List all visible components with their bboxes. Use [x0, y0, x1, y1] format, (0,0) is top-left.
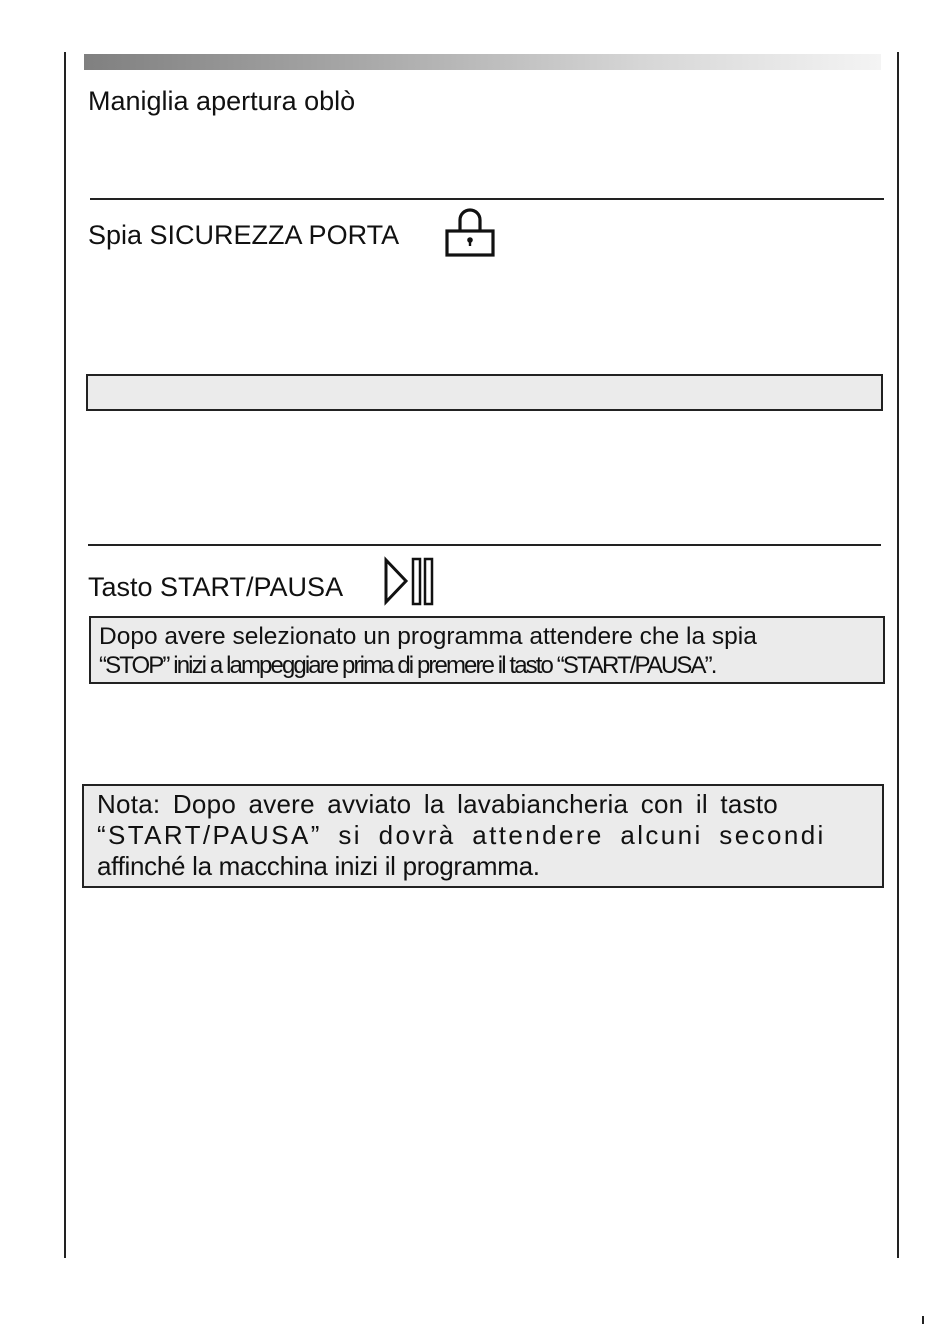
section-divider — [88, 544, 881, 546]
note-line: Dopo avere selezionato un programma attendere che la spia — [99, 623, 757, 650]
section-divider — [90, 198, 884, 200]
note-line: “START/PAUSA” si dovrà attendere alcuni secondi — [97, 820, 826, 850]
start-pause-note — [89, 616, 885, 684]
header-gradient-bar — [84, 54, 881, 70]
page-left-border — [64, 52, 66, 1258]
note-line: “STOP” inizi a lampeggiare prima di premere il tasto “START/PAUSA”. — [99, 652, 716, 679]
section-title-handle: Maniglia apertura oblò — [88, 86, 356, 116]
padlock-icon — [444, 208, 496, 260]
page-right-border — [897, 52, 899, 1258]
nota-box — [82, 784, 884, 888]
section-title-start-pause: Tasto START/PAUSA — [88, 572, 344, 602]
page-corner-mark — [922, 1316, 924, 1324]
note-line: Nota: Dopo avere avviato la lavabiancheria con il tasto — [97, 789, 778, 819]
empty-note-box — [86, 374, 883, 411]
section-title-door-safety: Spia SICUREZZA PORTA — [88, 220, 400, 250]
play-pause-icon — [382, 556, 438, 608]
note-line: affinché la macchina inizi il programma. — [97, 851, 540, 881]
